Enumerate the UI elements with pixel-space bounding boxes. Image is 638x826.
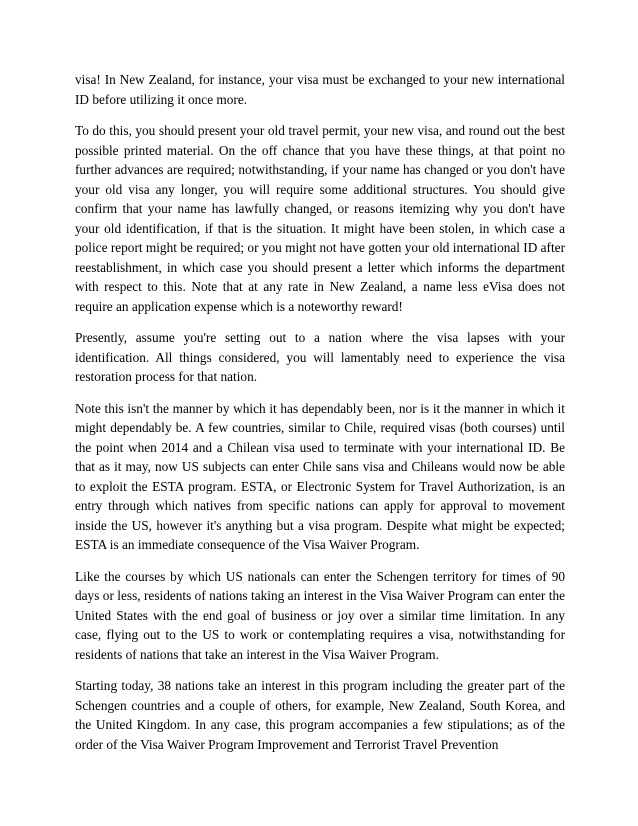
paragraph-5: Like the courses by which US nationals can enter the Schengen territory for times of 90 days or less, residents of nations taking an interest in the Visa Waiver Program can enter the United States with the end goal of business or joy over a similar time limitation. In any case, flying out to the US to work or contemplating requires a visa, notwithstanding for residents of nations that take an interest in the Visa Waiver Program. bbox=[75, 568, 565, 662]
paragraph-3: Presently, assume you're setting out to a nation where the visa lapses with your identification. All things considered, you will lamentably need to experience the visa restoration process for that nation. bbox=[75, 330, 565, 384]
paragraph-1: visa! In New Zealand, for instance, your visa must be exchanged to your new international ID before utilizing it once more. bbox=[75, 72, 565, 107]
document-page bbox=[75, 70, 565, 766]
paragraph-6: Starting today, 38 nations take an interest in this program including the greater part of the Schengen countries and a couple of others, for example, New Zealand, South Korea, and the United Kingdom. In any case, this program accompanies a few stipulations; as of the order of the Visa Waiver Program Improvement and Terrorist Travel Prevention bbox=[75, 678, 565, 752]
paragraph-4: Note this isn't the manner by which it has dependably been, nor is it the manner in which it might dependably be. A few countries, similar to Chile, required visas (both courses) until the point when 2014 and a Chilean visa used to terminate with your international ID. Be that as it may, now US subjects can enter Chile sans visa and Chileans would now be able to exploit the ESTA program. ESTA, or Electronic System for Travel Authorization, is an entry through which natives from specific nations can apply for approval to movement inside the US, however it's anything but a visa program. Despite what might be expected; ESTA is an immediate consequence of the Visa Waiver Program. bbox=[75, 400, 565, 552]
paragraph-2: To do this, you should present your old travel permit, your new visa, and round out the best possible printed material. On the off chance that you have these things, at that point no further advances are required; notwithstanding, if your name has changed or you don't have your old visa any longer, you will require some additional structures. You should give confirm that your name has lawfully changed, or reasons itemizing why you don't have your old identification, if that is the situation. It might have been stolen, in which case a police report might be required; or you might not have gotten your old international ID after reestablishment, in which case you should present a letter which informs the department with respect to this. Note that at any rate in New Zealand, a name less eVisa does not require an application expense which is a noteworthy reward! bbox=[75, 123, 565, 314]
